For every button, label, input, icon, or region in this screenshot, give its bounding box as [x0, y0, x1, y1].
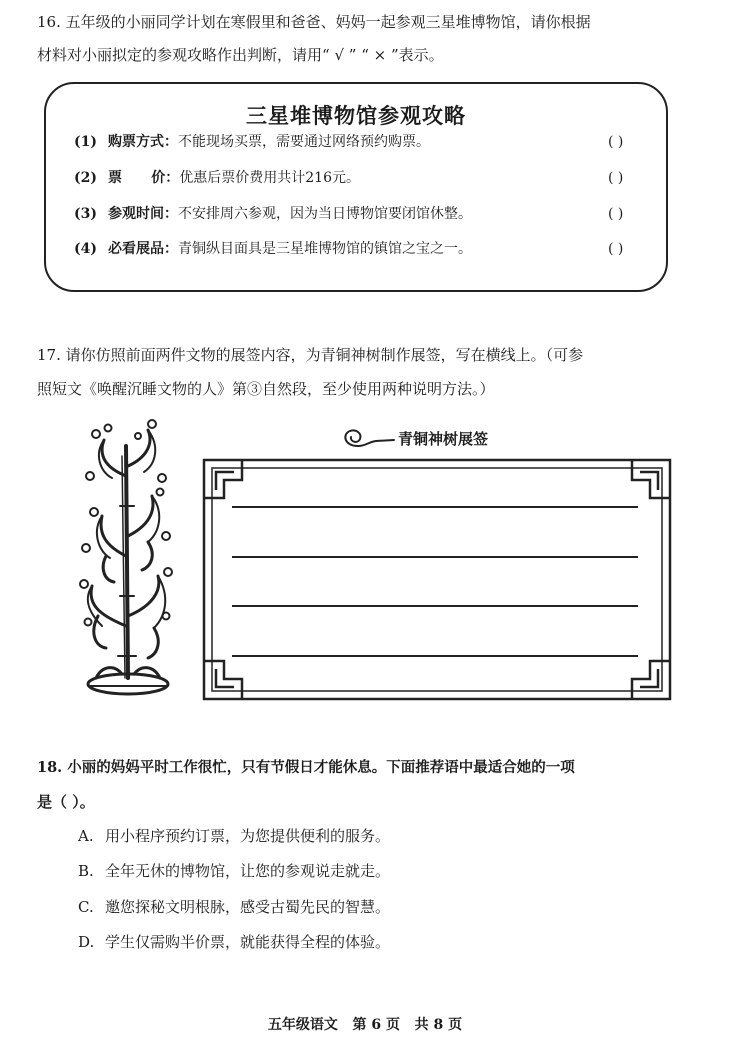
- q17-line1: 17. 请你仿照前面两件文物的展签内容，为青铜神树制作展签，写在横线上。（可参: [37, 346, 584, 364]
- q16-line1: 16. 五年级的小丽同学计划在寒假里和爸爸、妈妈一起参观三星堆博物馆，请你根据: [37, 13, 591, 31]
- guide-row-1: [74, 133, 430, 151]
- option-d[interactable]: [78, 932, 390, 952]
- guide-row-2: [74, 169, 360, 187]
- guide-box: [44, 82, 668, 292]
- guide-row-text: 优惠后票价费用共计216元。: [179, 170, 360, 186]
- guide-row-text: 不安排周六参观，因为当日博物馆要闭馆休整。: [178, 206, 472, 222]
- guide-row-label: 购票方式：: [108, 134, 178, 150]
- bronze-tree-illustration: [62, 416, 192, 706]
- option-a[interactable]: [78, 826, 390, 846]
- answer-paren-4[interactable]: ( ): [608, 241, 624, 257]
- answer-line-2[interactable]: [232, 556, 638, 558]
- label-title: 青铜神树展签: [398, 430, 489, 448]
- answer-line-1[interactable]: [232, 506, 638, 508]
- q16-line2: 材料对小丽拟定的参观攻略作出判断，请用“ √ ” “ × ”表示。: [37, 46, 444, 64]
- answer-paren-1[interactable]: ( ): [608, 134, 624, 150]
- option-letter: C.: [78, 898, 94, 916]
- guide-row-label: 必看展品：: [108, 241, 178, 257]
- option-letter: A.: [78, 827, 94, 845]
- guide-row-3: [74, 205, 472, 223]
- option-text: 全年无休的博物馆，让您的参观说走就走。: [105, 862, 391, 880]
- q17-line2: 照短文《唤醒沉睡文物的人》第③自然段，至少使用两种说明方法。）: [37, 380, 495, 398]
- guide-row-label: 参观时间：: [108, 206, 178, 222]
- answer-line-3[interactable]: [232, 605, 638, 607]
- q18-line1: 18. 小丽的妈妈平时工作很忙，只有节假日才能休息。下面推荐语中最适合她的一项: [37, 759, 575, 776]
- answer-line-4[interactable]: [232, 655, 638, 657]
- option-text: 学生仅需购半价票，就能获得全程的体验。: [105, 933, 391, 951]
- guide-row-num: (1): [74, 134, 97, 150]
- guide-row-num: (3): [74, 206, 97, 222]
- guide-row-text: 青铜纵目面具是三星堆博物馆的镇馆之宝之一。: [178, 241, 472, 257]
- guide-row-text: 不能现场买票，需要通过网络预约购票。: [178, 134, 430, 150]
- option-text: 邀您探秘文明根脉，感受古蜀先民的智慧。: [105, 898, 391, 916]
- label-frame: [202, 458, 672, 701]
- option-c[interactable]: [78, 897, 390, 917]
- q18-line2: 是（ ）。: [37, 793, 95, 811]
- option-letter: D.: [78, 933, 95, 951]
- guide-row-num: (2): [74, 170, 97, 186]
- answer-paren-2[interactable]: ( ): [608, 170, 624, 186]
- answer-paren-3[interactable]: ( ): [608, 206, 624, 222]
- guide-row-4: [74, 240, 472, 258]
- option-letter: B.: [78, 862, 94, 880]
- page-footer: 五年级语文 第 6 页 共 8 页: [267, 1017, 463, 1033]
- cloud-motif-icon: [336, 424, 396, 454]
- option-text: 用小程序预约订票，为您提供便利的服务。: [105, 827, 391, 845]
- guide-title: 三星堆博物馆参观攻略: [246, 103, 466, 128]
- guide-row-num: (4): [74, 241, 97, 257]
- guide-row-label: 票 价：: [108, 170, 180, 186]
- option-b[interactable]: [78, 861, 390, 881]
